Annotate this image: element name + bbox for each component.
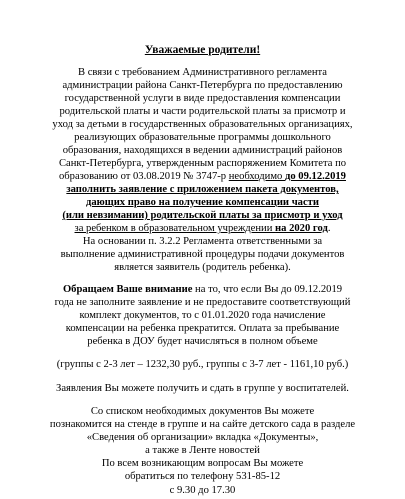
p2-line-2: выполнение административной процедуры подачи документов <box>60 249 345 260</box>
p5-line-5: По всем возникающим вопросам Вы можете <box>101 458 304 469</box>
p1-line-1: В связи с требованием Административного регламента <box>78 67 327 78</box>
p1-year: на 2020 год <box>275 223 328 234</box>
page-title: Уважаемые родители! <box>144 44 261 56</box>
p1-line-2: администрации района Санкт-Петербурга по предоставлению <box>62 80 343 91</box>
p5-phone: обратиться по телефону 531-85-12 <box>124 471 281 482</box>
p3-prices: (группы с 2-3 лет – 1232,30 руб., группы с 3-7 лет - 1161,10 руб.) <box>56 359 349 370</box>
p1-line-9 <box>0 170 405 183</box>
p3-line-5: ребенка в ДОУ будет начисляться в полном объеме <box>87 336 318 347</box>
p1-line-11: дающих право на получение компенсации части <box>86 197 319 208</box>
p4-line: Заявления Вы можете получить и сдать в группе у воспитателей. <box>56 383 349 394</box>
p3-line-4: компенсации на ребенка прекратится. Оплата за пребывание <box>65 323 340 334</box>
p3-line-3: комплект документов, то с 01.01.2020 года начисление <box>79 310 326 321</box>
p1-line-5: уход за детьми в государственных образовательных организациях, <box>52 119 353 130</box>
p5-hours: с 9.30 до 17.30 <box>169 485 236 496</box>
p5-line-3: «Сведения об организации» вкладка «Документы», <box>86 432 319 443</box>
p3-line-1-text: на то, что если Вы до 09.12.2019 <box>192 284 343 295</box>
p2-line-3: является заявитель (родитель ребенка). <box>114 262 291 273</box>
p2-line-1: На основании п. 3.2.2 Регламента ответственными за <box>82 236 323 247</box>
p1-line-8: Санкт-Петербурга, утвержденным распоряжением Комитета по <box>58 158 347 169</box>
p1-line-9-text: образованию от 03.08.2019 № 3747-р <box>59 171 229 182</box>
p1-line-3: государственной услуги в виде предоставления компенсации <box>64 93 341 104</box>
p3-line-2: года не заполните заявление и не предоставите соответствующий <box>54 297 351 308</box>
p1-line-13-text: за ребенком в образовательном учреждении <box>74 223 276 234</box>
p3-attention: Обращаем Ваше внимание <box>62 284 193 295</box>
p1-deadline: до 09.12.2019 <box>285 171 346 182</box>
p1-line-4: родительской платы и части родительской платы за присмотр и <box>59 106 346 117</box>
p1-line-6: реализующих образовательные программы дошкольного <box>74 132 331 143</box>
p1-line-13-end: . <box>327 223 331 234</box>
p3-line-1 <box>0 283 405 296</box>
p5-line-4: а также в Ленте новостей <box>145 445 260 456</box>
p1-line-12: (или невзимании) родительской платы за присмотр и уход <box>62 210 343 221</box>
p1-line-9-required: необходимо <box>228 171 285 182</box>
p5-line-1: Со списком необходимых документов Вы можете <box>90 406 315 417</box>
p1-line-10: заполнить заявление с приложением пакета документов, <box>66 184 339 195</box>
p1-line-13 <box>0 222 405 235</box>
p5-line-2: познакомится на стенде в группе и на сайте детского сада в разделе <box>49 419 356 430</box>
p1-line-7: образования, находящихся в ведении администраций районов <box>62 145 343 156</box>
